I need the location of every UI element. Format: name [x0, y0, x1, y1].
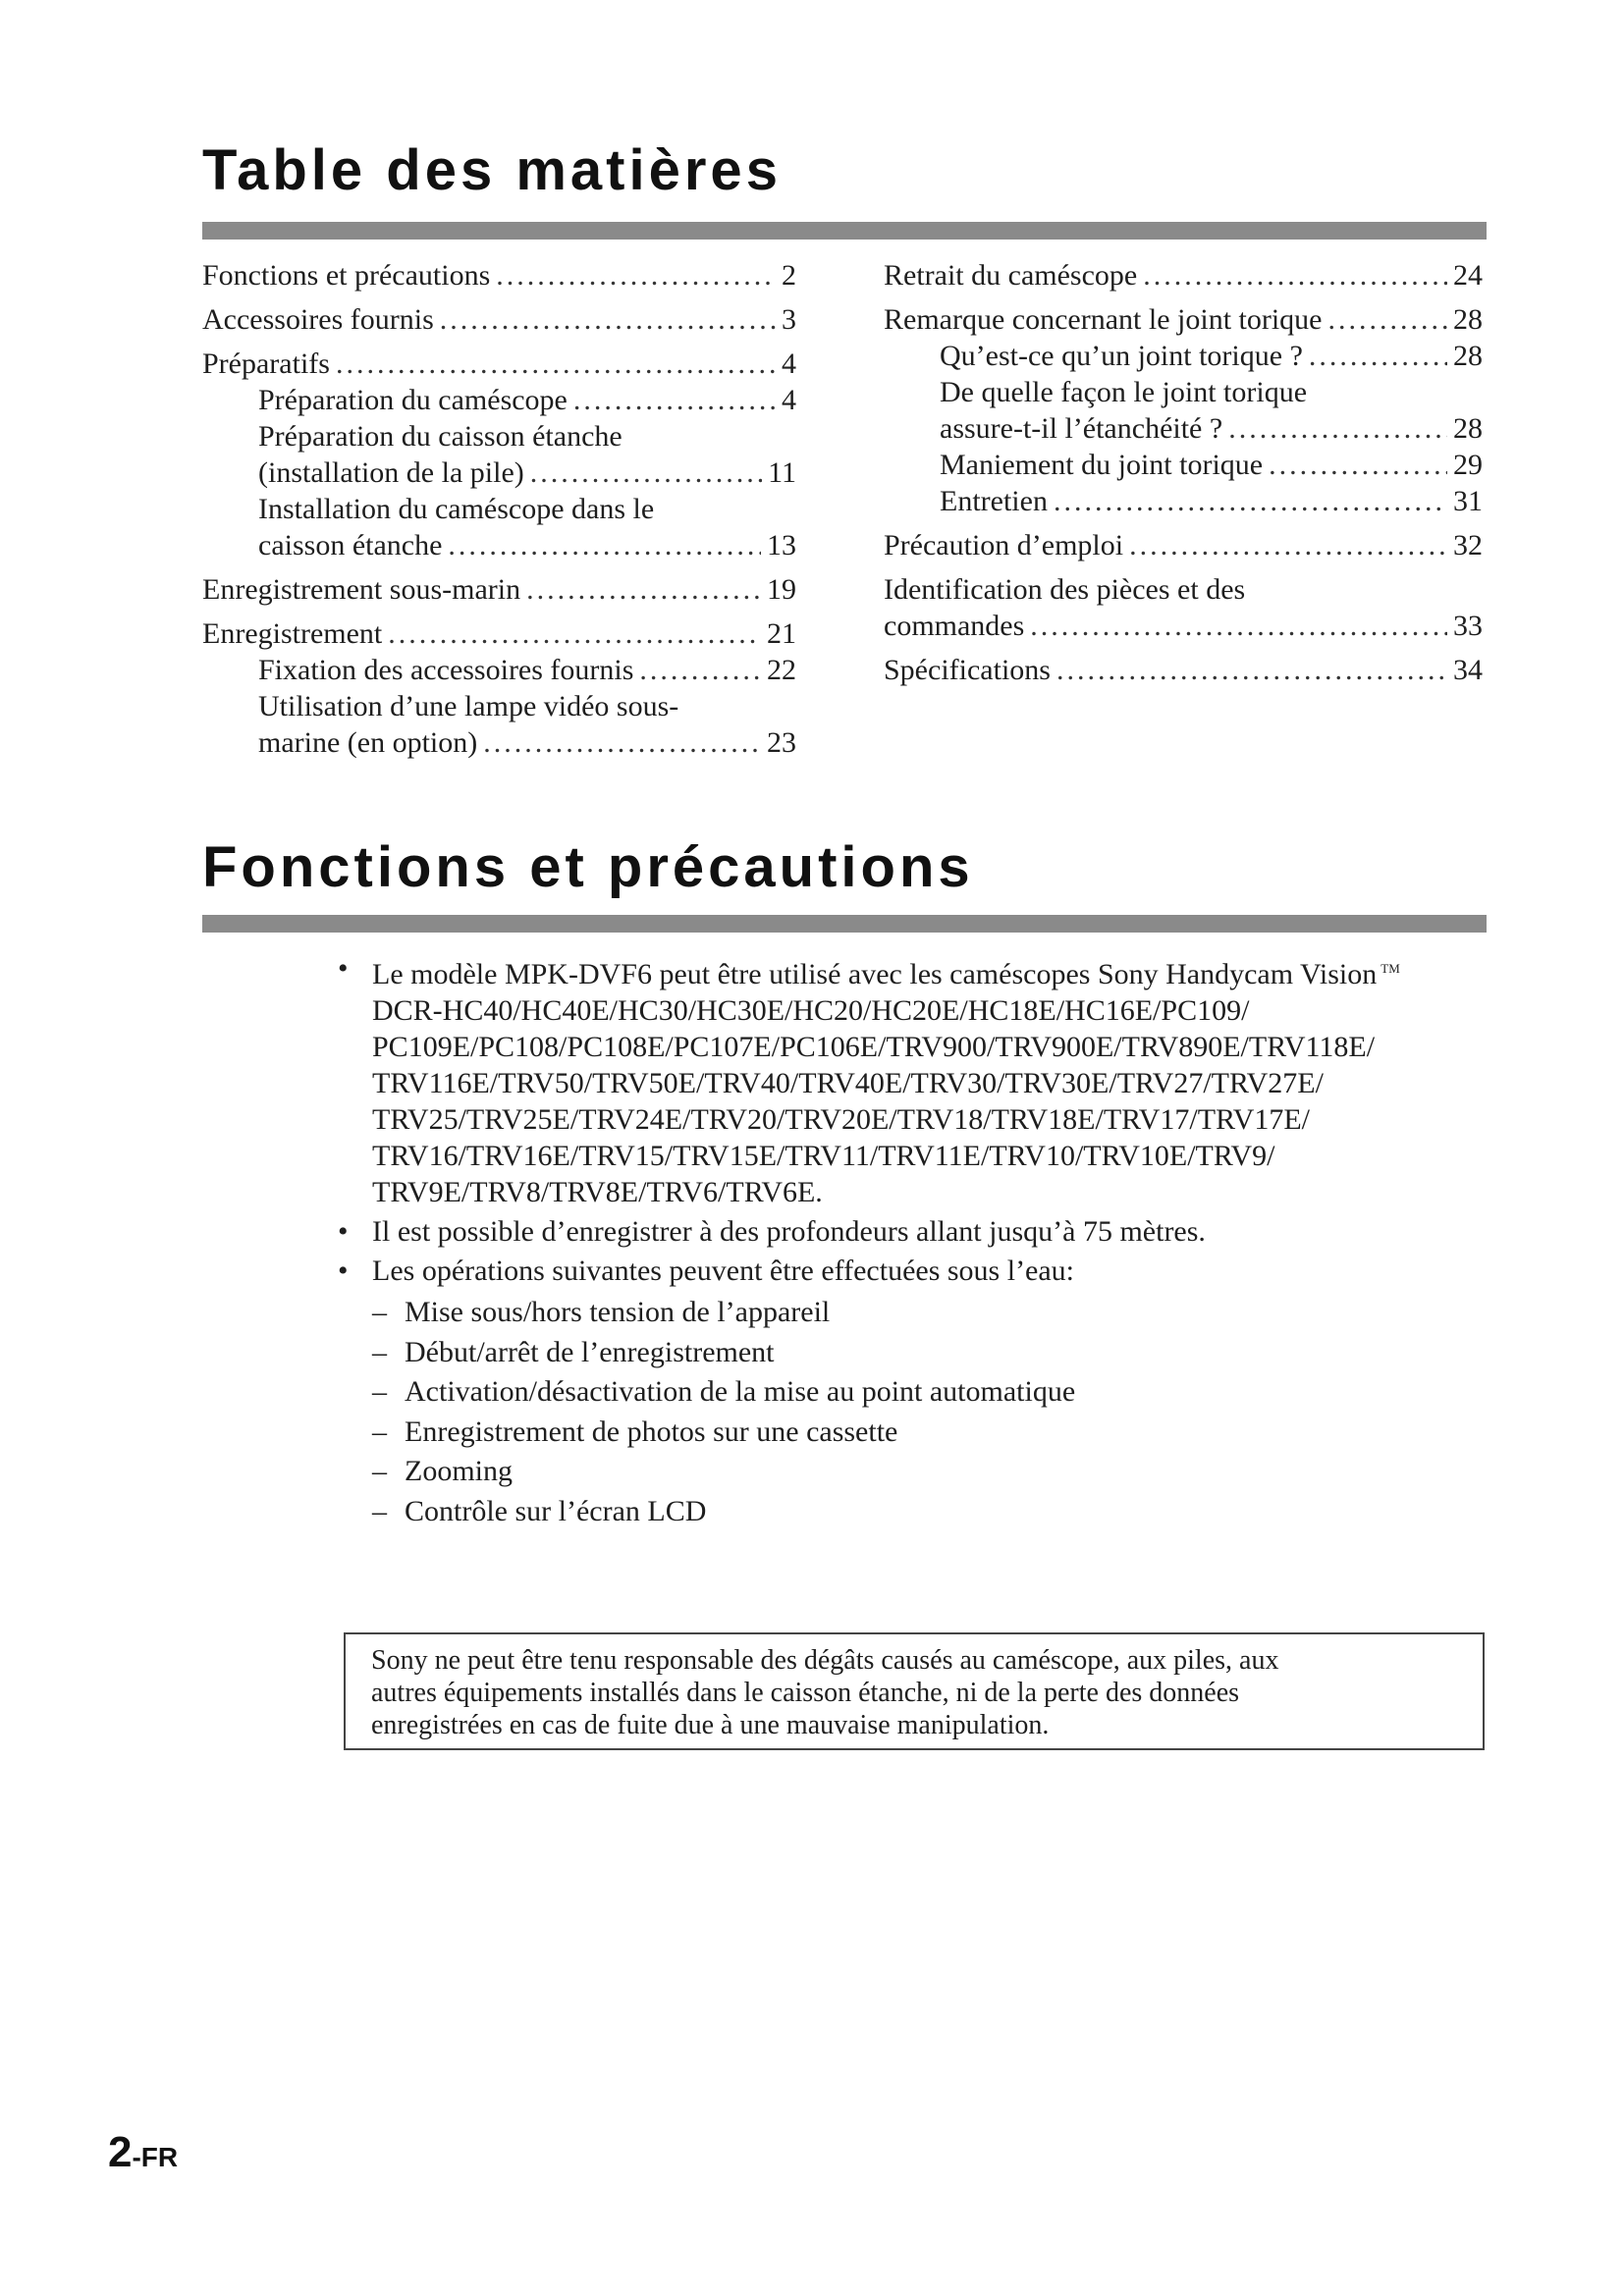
toc-page-number: 4 [782, 347, 796, 380]
toc-entry-line [940, 410, 1483, 447]
toc-page-number: 23 [767, 726, 796, 759]
model-line: TRV16/TRV16E/TRV15/TRV15E/TRV11/TRV11E/TRV10/TRV10E/TRV9/ [372, 1140, 1275, 1172]
model-list [372, 992, 1489, 1210]
toc-entry-line [884, 257, 1483, 294]
toc-dot-leader [639, 652, 761, 688]
toc-page-number: 29 [1453, 449, 1483, 481]
toc-dot-leader [1309, 338, 1447, 374]
toc-page-number: 32 [1453, 529, 1483, 561]
toc-entry-line [884, 652, 1483, 688]
toc-dot-leader [1228, 410, 1447, 447]
toc-entry-text: Installation du caméscope dans le [258, 493, 655, 525]
operation-text: Zooming [405, 1455, 513, 1487]
toc-entry-line [940, 447, 1483, 483]
toc-dot-leader [1269, 447, 1447, 483]
toc-dot-leader [388, 615, 761, 652]
toc-page-number: 13 [767, 529, 796, 561]
operation-item [372, 1333, 1489, 1373]
toc-dot-leader [448, 527, 761, 563]
toc-dot-leader [1328, 301, 1448, 338]
operation-text: Contrôle sur l’écran LCD [405, 1494, 707, 1527]
toc-dot-leader [1129, 527, 1447, 563]
operation-text: Début/arrêt de l’enregistrement [405, 1335, 775, 1368]
toc-entry [202, 257, 796, 294]
toc-entry [202, 346, 796, 382]
toc-entry [202, 491, 796, 563]
toc-entry-line [258, 724, 796, 761]
toc-entry-text: Spécifications [884, 654, 1051, 686]
toc-entry [202, 382, 796, 418]
trademark-mark: TM [1380, 961, 1400, 976]
dash-marker: – [372, 1415, 387, 1448]
toc-page-number: 28 [1453, 340, 1483, 372]
toc-entry-line [202, 301, 796, 338]
toc-entry-line [884, 527, 1483, 563]
toc-entry [884, 374, 1483, 447]
notice-line: enregistrées en cas de fuite due à une mauvaise manipulation. [371, 1710, 1050, 1740]
bullet-depth [338, 1213, 1489, 1250]
notice-line: autres équipements installés dans le caisson étanche, ni de la perte des données [371, 1678, 1240, 1708]
toc-entry [202, 652, 796, 688]
operation-text: Enregistrement de photos sur une cassette [405, 1415, 898, 1448]
compatible-models-text [372, 950, 1489, 1210]
toc-dot-leader [1143, 257, 1447, 294]
toc-entry-line [258, 527, 796, 563]
toc-entry [884, 447, 1483, 483]
toc-page-number: 24 [1453, 259, 1483, 292]
operation-text: Activation/désactivation de la mise au point automatique [405, 1375, 1076, 1408]
liability-notice-box [344, 1632, 1485, 1750]
toc-entry [202, 301, 796, 338]
operation-item [372, 1413, 1489, 1453]
dash-marker: – [372, 1494, 387, 1527]
toc-dot-leader [440, 301, 776, 338]
notice-line: Sony ne peut être tenu responsable des dégâts causés au caméscope, aux piles, aux [371, 1645, 1279, 1676]
toc-entry [884, 301, 1483, 338]
toc-column-left [202, 257, 796, 761]
toc-dot-leader [336, 346, 776, 382]
toc-entry-line [884, 301, 1483, 338]
toc-entry [202, 571, 796, 608]
model-line: TRV9E/TRV8/TRV8E/TRV6/TRV6E. [372, 1176, 823, 1208]
toc-entry-text: De quelle façon le joint torique [940, 376, 1308, 408]
toc-dot-leader [573, 382, 776, 418]
toc-page-number: 4 [782, 384, 796, 416]
toc-page-number: 22 [767, 654, 796, 686]
toc-page-number: 28 [1453, 303, 1483, 336]
toc-entry-text: commandes [884, 610, 1025, 642]
toc-entry-line [202, 257, 796, 294]
dash-marker: – [372, 1296, 387, 1328]
toc-entry [884, 608, 1483, 644]
toc-page-number: 33 [1453, 610, 1483, 642]
toc-entry [202, 688, 796, 761]
toc-entry-line [940, 483, 1483, 519]
section-rule [202, 222, 1487, 240]
toc-entry [202, 418, 796, 491]
toc-entry-text: Enregistrement [202, 617, 383, 650]
toc-page-number: 3 [782, 303, 796, 336]
toc-heading: Table des matières [202, 138, 782, 202]
page-number-suffix: -FR [132, 2142, 179, 2172]
operations-list [372, 1293, 1489, 1531]
toc-page-number: 19 [767, 573, 796, 606]
functions-heading: Fonctions et précautions [202, 835, 974, 899]
toc-entry-line [884, 608, 1483, 644]
model-line: PC109E/PC108/PC108E/PC107E/PC106E/TRV900/TRV900E/TRV890E/TRV118E/ [372, 1031, 1376, 1063]
dash-marker: – [372, 1375, 387, 1408]
toc-dot-leader [1056, 652, 1447, 688]
toc-entry-line [202, 346, 796, 382]
toc-entry-line [202, 571, 796, 608]
toc-entry-text: Remarque concernant le joint torique [884, 303, 1323, 336]
toc-entry-text: Retrait du caméscope [884, 259, 1138, 292]
toc-dot-leader [483, 724, 761, 761]
model-line: TRV25/TRV25E/TRV24E/TRV20/TRV20E/TRV18/TRV18E/TRV17/TRV17E/ [372, 1103, 1311, 1136]
dash-marker: – [372, 1455, 387, 1487]
bullet-compatible-models [338, 950, 1489, 1210]
toc-entry-text: Fixation des accessoires fournis [258, 654, 634, 686]
toc-entry-text: Maniement du joint torique [940, 449, 1264, 481]
toc-entry-line [258, 382, 796, 418]
bullet-operations [338, 1253, 1489, 1531]
toc-entry [884, 257, 1483, 294]
toc-page-number: 21 [767, 617, 796, 650]
toc-page-number: 11 [768, 456, 796, 489]
toc-entry [884, 338, 1483, 374]
operation-item [372, 1452, 1489, 1492]
toc-dot-leader [1054, 483, 1447, 519]
toc-entry-text: caisson étanche [258, 529, 443, 561]
toc-entry-text: Accessoires fournis [202, 303, 434, 336]
depth-text: Il est possible d’enregistrer à des profondeurs allant jusqu’à 75 mètres. [372, 1215, 1206, 1248]
functions-list [338, 950, 1489, 1534]
toc-entry-line [258, 652, 796, 688]
model-line: DCR-HC40/HC40E/HC30/HC30E/HC20/HC20E/HC18E/HC16E/PC109/ [372, 994, 1250, 1027]
toc-entry [202, 615, 796, 652]
toc-entry-text: assure-t-il l’étanchéité ? [940, 412, 1223, 445]
toc-entry-text: Préparation du caisson étanche [258, 420, 623, 453]
toc-dot-leader [530, 454, 762, 491]
section-rule [202, 915, 1487, 933]
toc-entry-text: Fonctions et précautions [202, 259, 491, 292]
toc-entry-line [202, 615, 796, 652]
operation-item [372, 1492, 1489, 1532]
toc-dot-leader [496, 257, 776, 294]
bullet-marker: • [338, 1255, 349, 1287]
toc-dot-leader [1030, 608, 1447, 644]
toc-entry-text: Préparation du caméscope [258, 384, 568, 416]
toc-dot-leader [526, 571, 761, 608]
operation-item [372, 1293, 1489, 1333]
bullet-marker: • [338, 952, 349, 985]
page-number-value: 2 [108, 2128, 133, 2176]
toc-entry-text: Précaution d’emploi [884, 529, 1124, 561]
operations-intro: Les opérations suivantes peuvent être effectuées sous l’eau: [372, 1255, 1075, 1287]
toc-entry [884, 527, 1483, 563]
toc-entry-text: marine (en option) [258, 726, 478, 759]
toc-column-right [884, 257, 1483, 688]
toc-entry-text: Qu’est-ce qu’un joint torique ? [940, 340, 1303, 372]
toc-entry-text: Entretien [940, 485, 1048, 517]
toc-entry [884, 571, 1483, 608]
page-number [108, 2128, 178, 2177]
toc-entry-line [258, 454, 796, 491]
toc-entry [884, 483, 1483, 519]
toc-entry-text: Identification des pièces et des [884, 573, 1246, 606]
toc-entry-line [940, 338, 1483, 374]
operation-text: Mise sous/hors tension de l’appareil [405, 1296, 831, 1328]
toc-entry-text: Préparatifs [202, 347, 330, 380]
bullet-marker: • [338, 1215, 349, 1248]
operation-item [372, 1372, 1489, 1413]
toc-page-number: 31 [1453, 485, 1483, 517]
toc-entry-text: Utilisation d’une lampe vidéo sous- [258, 690, 679, 722]
toc-page-number: 28 [1453, 412, 1483, 445]
model-line: TRV116E/TRV50/TRV50E/TRV40/TRV40E/TRV30/TRV30E/TRV27/TRV27E/ [372, 1067, 1324, 1099]
compatible-models-lead: Le modèle MPK-DVF6 peut être utilisé avec les caméscopes Sony Handycam Vision [372, 958, 1378, 990]
toc-page-number: 2 [782, 259, 796, 292]
toc-page-number: 34 [1453, 654, 1483, 686]
toc-entry-text: (installation de la pile) [258, 456, 524, 489]
toc-entry-text: Enregistrement sous-marin [202, 573, 521, 606]
dash-marker: – [372, 1335, 387, 1368]
toc-entry [884, 652, 1483, 688]
